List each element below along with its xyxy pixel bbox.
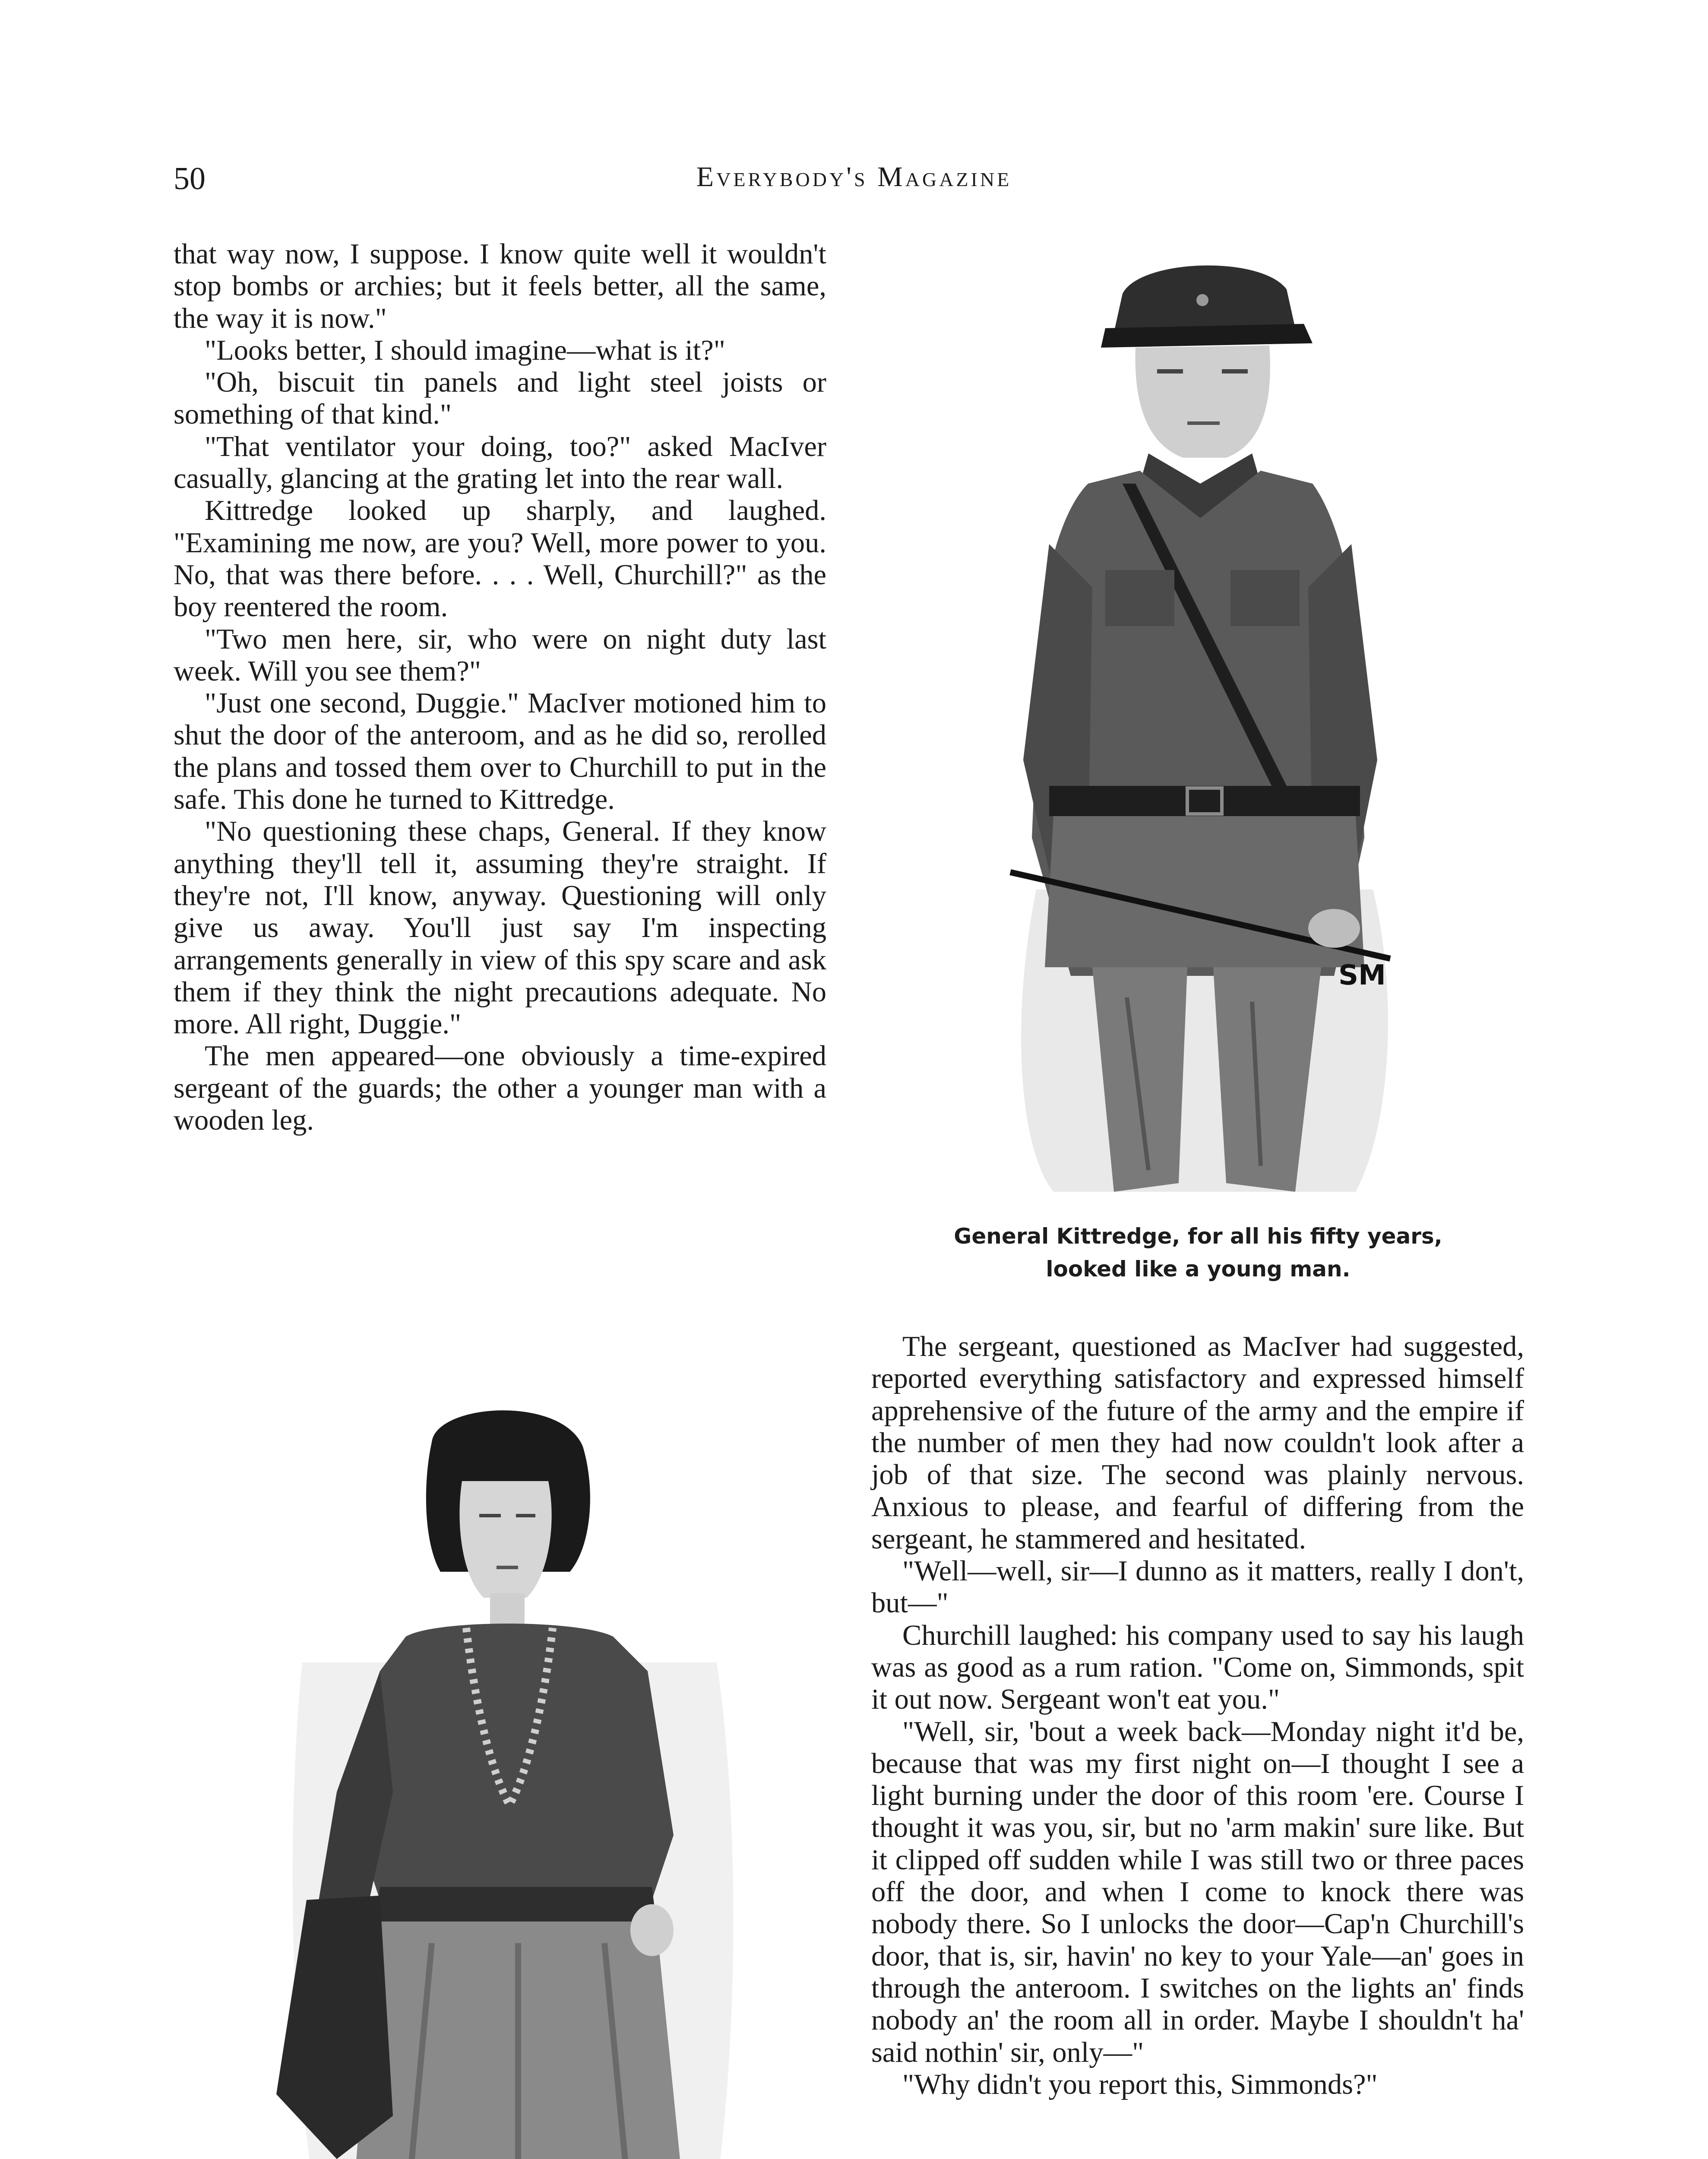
paragraph: that way now, I suppose. I know quite well it wouldn't stop bombs or archies; but it feels better, all the same, the way it is now." — [174, 238, 826, 334]
running-title: Everybody's Magazine — [696, 161, 1012, 193]
caption-line: looked like a young man. — [1046, 1257, 1351, 1282]
woman-figure-drawing — [250, 1403, 781, 2159]
page-number: 50 — [174, 161, 206, 196]
paragraph: "No questioning these chaps, General. If they know anything they'll tell it, assuming they're straight. If they're not, I'll know, anyway. Questioning will only give us away. You'll just say I'm inspecting arrangements generally in view of this spy scare and ask them if they think the night precautions adequate. No more. All right, Duggie." — [174, 816, 826, 1040]
text-column-left — [174, 238, 826, 1136]
paragraph: "That ventilator your doing, too?" asked MacIver casually, glancing at the grating let into the rear wall. — [174, 431, 826, 495]
paragraph: The sergeant, questioned as MacIver had suggested, reported everything satisfactory and expressed himself apprehensive of the future of the army and the empire if the number of men they had now couldn't look after a job of that size. The second was plainly nervous. Anxious to please, and fearful of differing from the sergeant, he stammered and hesitated. — [871, 1331, 1524, 1555]
paragraph: "Two men here, sir, who were on night duty last week. Will you see them?" — [174, 623, 826, 687]
paragraph: "Looks better, I should imagine—what is it?" — [205, 334, 725, 366]
text-column-right — [871, 1331, 1524, 2101]
illustration-woman — [250, 1403, 781, 2159]
paragraph: "Well, sir, 'bout a week back—Monday night it'd be, because that was my first night on—I thought I see a light burning under the door of this room 'ere. Course I thought it was you, sir, but no 'arm makin' sure like. But it clipped off sudden while I was still two or three paces off the door, and when I come to knock there was nobody there. So I unlocks the door—Cap'n Churchill's door, that is, sir, havin' no key to your Yale—an' goes in through the anteroom. I switches on the lights an' finds nobody an' the room all in order. Maybe I shouldn't ha' said nothin' sir, only—" — [871, 1716, 1524, 2068]
caption-general — [872, 1220, 1524, 1285]
paragraph: "Well—well, sir—I dunno as it matters, really I don't, but—" — [871, 1555, 1524, 1619]
paragraph: "Oh, biscuit tin panels and light steel joists or something of that kind." — [174, 367, 826, 431]
paragraph: "Just one second, Duggie." MacIver motioned him to shut the door of the anteroom, and as he did so, rerolled the plans and tossed them over to Churchill to put in the safe. This done he turned to Kittredge. — [174, 687, 826, 816]
paragraph: Churchill laughed: his company used to say his laugh was as good as a rum ration. "Come on, Simmonds, spit it out now. Sergeant won't eat you." — [871, 1619, 1524, 1716]
artist-signature: SM — [1338, 959, 1386, 991]
paragraph: Kittredge looked up sharply, and laughed. "Examining me now, are you? Well, more power to you. No, that was there before. . . . Well, Churchill?" as the boy reentered the room. — [174, 495, 826, 623]
paragraph: "Why didn't you report this, Simmonds?" — [902, 2068, 1378, 2100]
paragraph: The men appeared—one obviously a time-expired sergeant of the guards; the other a younger man with a wooden leg. — [174, 1040, 826, 1136]
illustration-general — [984, 242, 1416, 1209]
general-figure-drawing — [984, 242, 1416, 1209]
caption-line: General Kittredge, for all his fifty years, — [954, 1224, 1442, 1249]
page-header — [0, 161, 1708, 208]
